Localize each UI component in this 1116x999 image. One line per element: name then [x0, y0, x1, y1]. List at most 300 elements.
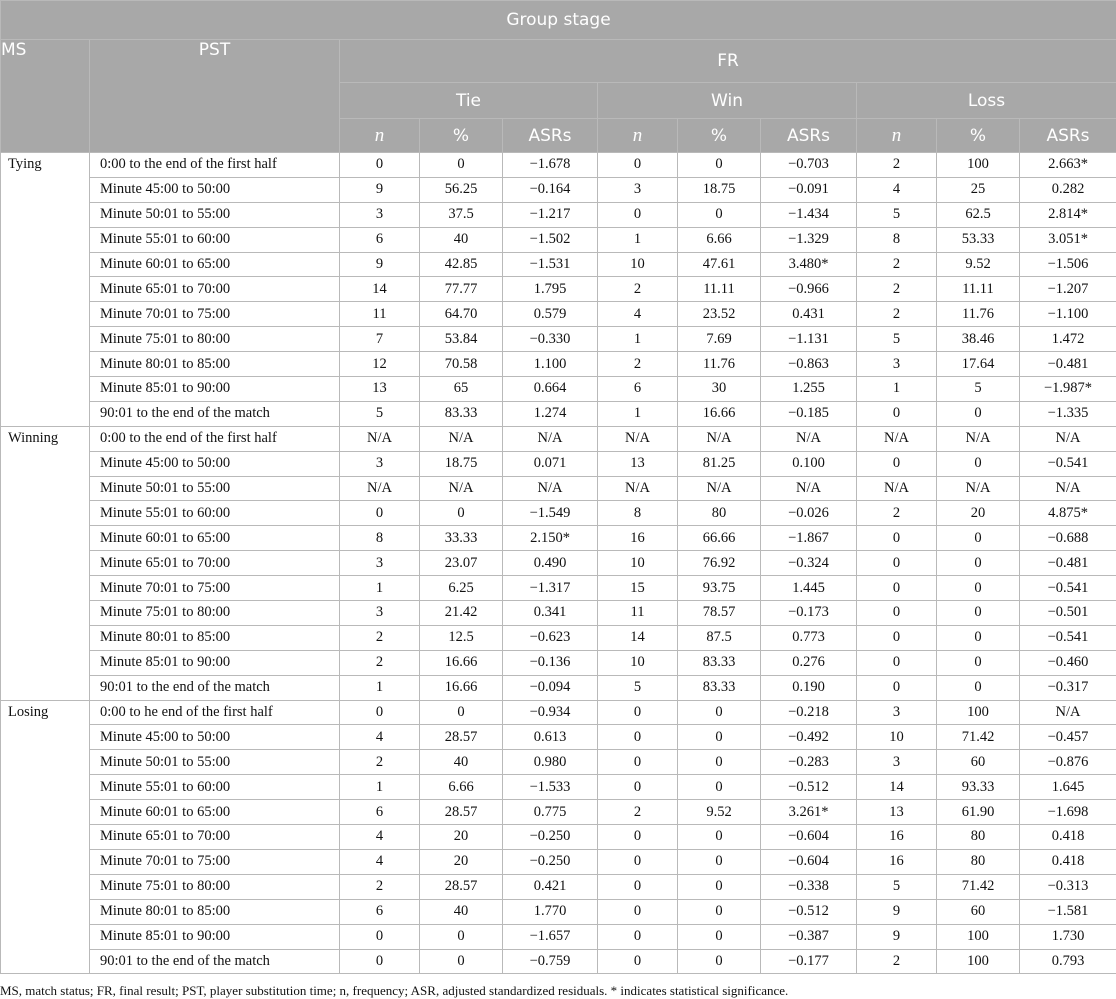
table-row [1, 551, 1116, 576]
tie-header: Tie [340, 83, 598, 119]
value-cell: 0 [420, 924, 503, 949]
value-cell: 28.57 [420, 874, 503, 899]
value-cell: 0 [340, 501, 420, 526]
substitution-time-cell: Minute 75:01 to 80:00 [90, 327, 340, 352]
value-cell: 21.42 [420, 601, 503, 626]
value-cell: N/A [340, 476, 420, 501]
value-cell: 0.773 [761, 625, 857, 650]
value-cell: 3 [857, 750, 937, 775]
value-cell: 1 [598, 227, 678, 252]
value-cell: 1.730 [1020, 924, 1116, 949]
value-cell: 4 [340, 725, 420, 750]
substitution-time-cell: 90:01 to the end of the match [90, 401, 340, 426]
value-cell: −0.934 [503, 700, 598, 725]
table-row [1, 252, 1116, 277]
value-cell: 70.58 [420, 352, 503, 377]
value-cell: 0 [598, 750, 678, 775]
value-cell: 0 [678, 725, 761, 750]
table-title: Group stage [1, 1, 1116, 40]
value-cell: −1.698 [1020, 800, 1116, 825]
table-row [1, 352, 1116, 377]
substitution-time-cell: Minute 75:01 to 80:00 [90, 874, 340, 899]
table-row [1, 775, 1116, 800]
table-row [1, 825, 1116, 850]
substitution-time-cell: Minute 55:01 to 60:00 [90, 227, 340, 252]
value-cell: 3 [340, 451, 420, 476]
value-cell: −0.703 [761, 153, 857, 178]
value-cell: 3 [857, 700, 937, 725]
value-cell: 60 [937, 899, 1020, 924]
substitution-time-cell: Minute 65:01 to 70:00 [90, 825, 340, 850]
value-cell: 77.77 [420, 277, 503, 302]
value-cell: 0 [937, 675, 1020, 700]
value-cell: 83.33 [420, 401, 503, 426]
value-cell: −0.759 [503, 949, 598, 974]
value-cell: −0.966 [761, 277, 857, 302]
value-cell: 9 [857, 924, 937, 949]
value-cell: 20 [420, 849, 503, 874]
value-cell: −0.604 [761, 825, 857, 850]
value-cell: 8 [598, 501, 678, 526]
table-row [1, 476, 1116, 501]
substitution-time-cell: Minute 80:01 to 85:00 [90, 625, 340, 650]
substitution-time-cell: 0:00 to the end of the first half [90, 153, 340, 178]
value-cell: 93.75 [678, 576, 761, 601]
value-cell: 6 [340, 800, 420, 825]
value-cell: 38.46 [937, 327, 1020, 352]
value-cell: 14 [598, 625, 678, 650]
value-cell: 0 [857, 576, 937, 601]
value-cell: 62.5 [937, 202, 1020, 227]
value-cell: 0 [678, 874, 761, 899]
value-cell: 5 [857, 874, 937, 899]
value-cell: 1 [340, 675, 420, 700]
table-row [1, 501, 1116, 526]
value-cell: 0.431 [761, 302, 857, 327]
value-cell: 0 [340, 700, 420, 725]
value-cell: 10 [598, 650, 678, 675]
value-cell: 3.480* [761, 252, 857, 277]
substitution-time-cell: Minute 55:01 to 60:00 [90, 775, 340, 800]
value-cell: 5 [857, 202, 937, 227]
substitution-time-cell: Minute 70:01 to 75:00 [90, 302, 340, 327]
value-cell: 100 [937, 153, 1020, 178]
value-cell: −0.876 [1020, 750, 1116, 775]
table-row [1, 153, 1116, 178]
value-cell: 66.66 [678, 526, 761, 551]
value-cell: 37.5 [420, 202, 503, 227]
value-cell: −0.330 [503, 327, 598, 352]
value-cell: 80 [678, 501, 761, 526]
value-cell: 2 [857, 153, 937, 178]
value-cell: 0.282 [1020, 177, 1116, 202]
value-cell: 0 [420, 700, 503, 725]
value-cell: −0.541 [1020, 576, 1116, 601]
value-cell: N/A [1020, 426, 1116, 451]
value-cell: 5 [857, 327, 937, 352]
value-cell: 9 [857, 899, 937, 924]
table-row [1, 576, 1116, 601]
substitution-time-cell: Minute 70:01 to 75:00 [90, 849, 340, 874]
value-cell: −0.492 [761, 725, 857, 750]
value-cell: 40 [420, 899, 503, 924]
value-cell: 42.85 [420, 252, 503, 277]
value-cell: −1.506 [1020, 252, 1116, 277]
value-cell: 0.980 [503, 750, 598, 775]
value-cell: 56.25 [420, 177, 503, 202]
value-cell: 0 [857, 401, 937, 426]
value-cell: 0 [678, 825, 761, 850]
table-body [1, 153, 1116, 974]
value-cell: 1.645 [1020, 775, 1116, 800]
table-row [1, 675, 1116, 700]
value-cell: 0 [937, 650, 1020, 675]
table-row [1, 800, 1116, 825]
substitution-time-cell: Minute 70:01 to 75:00 [90, 576, 340, 601]
col-percent: % [420, 119, 503, 153]
value-cell: 0 [678, 775, 761, 800]
value-cell: 9.52 [937, 252, 1020, 277]
value-cell: 1.795 [503, 277, 598, 302]
table-row [1, 202, 1116, 227]
value-cell: 2.150* [503, 526, 598, 551]
value-cell: N/A [857, 426, 937, 451]
value-cell: −0.091 [761, 177, 857, 202]
value-cell: N/A [420, 476, 503, 501]
col-asrs: ASRs [761, 119, 857, 153]
value-cell: 6.66 [678, 227, 761, 252]
table-row [1, 601, 1116, 626]
substitution-time-cell: 0:00 to he end of the first half [90, 700, 340, 725]
value-cell: −0.481 [1020, 352, 1116, 377]
value-cell: 7.69 [678, 327, 761, 352]
value-cell: 0.775 [503, 800, 598, 825]
value-cell: 23.07 [420, 551, 503, 576]
value-cell: −1.678 [503, 153, 598, 178]
substitution-time-cell: 90:01 to the end of the match [90, 949, 340, 974]
substitution-time-cell: 0:00 to the end of the first half [90, 426, 340, 451]
value-cell: 0 [678, 899, 761, 924]
value-cell: 80 [937, 849, 1020, 874]
value-cell: −1.581 [1020, 899, 1116, 924]
value-cell: 0 [678, 750, 761, 775]
value-cell: 14 [857, 775, 937, 800]
value-cell: 100 [937, 924, 1020, 949]
value-cell: 2 [340, 874, 420, 899]
substitution-time-cell: Minute 85:01 to 90:00 [90, 377, 340, 402]
value-cell: N/A [678, 476, 761, 501]
table-row [1, 277, 1116, 302]
substitution-time-cell: Minute 80:01 to 85:00 [90, 899, 340, 924]
value-cell: −0.250 [503, 849, 598, 874]
loss-header: Loss [857, 83, 1116, 119]
value-cell: −1.987* [1020, 377, 1116, 402]
value-cell: 11 [598, 601, 678, 626]
value-cell: −0.164 [503, 177, 598, 202]
value-cell: −0.177 [761, 949, 857, 974]
value-cell: 10 [857, 725, 937, 750]
value-cell: 33.33 [420, 526, 503, 551]
value-cell: −0.460 [1020, 650, 1116, 675]
substitution-time-cell: Minute 80:01 to 85:00 [90, 352, 340, 377]
value-cell: 76.92 [678, 551, 761, 576]
value-cell: 3.051* [1020, 227, 1116, 252]
value-cell: 4 [598, 302, 678, 327]
value-cell: 11.76 [678, 352, 761, 377]
fr-header: FR [340, 40, 1116, 83]
table-row [1, 327, 1116, 352]
value-cell: −0.250 [503, 825, 598, 850]
value-cell: N/A [503, 426, 598, 451]
value-cell: −0.604 [761, 849, 857, 874]
value-cell: 1 [340, 775, 420, 800]
table-row [1, 401, 1116, 426]
value-cell: 28.57 [420, 725, 503, 750]
table-row [1, 874, 1116, 899]
value-cell: 0.664 [503, 377, 598, 402]
value-cell: 83.33 [678, 675, 761, 700]
value-cell: 0 [598, 899, 678, 924]
value-cell: −0.283 [761, 750, 857, 775]
value-cell: −1.317 [503, 576, 598, 601]
value-cell: 3 [857, 352, 937, 377]
ms-header: MS [1, 40, 90, 153]
value-cell: 0 [857, 551, 937, 576]
value-cell: 3 [340, 551, 420, 576]
value-cell: 53.84 [420, 327, 503, 352]
table-row [1, 526, 1116, 551]
value-cell: −0.688 [1020, 526, 1116, 551]
value-cell: 0 [678, 849, 761, 874]
substitution-time-cell: Minute 45:00 to 50:00 [90, 177, 340, 202]
value-cell: −0.512 [761, 899, 857, 924]
table-row [1, 302, 1116, 327]
value-cell: 0 [857, 625, 937, 650]
value-cell: 2 [857, 302, 937, 327]
substitution-time-cell: Minute 55:01 to 60:00 [90, 501, 340, 526]
substitution-time-cell: Minute 60:01 to 65:00 [90, 526, 340, 551]
value-cell: −0.623 [503, 625, 598, 650]
value-cell: 0 [598, 849, 678, 874]
table-row [1, 899, 1116, 924]
col-asrs: ASRs [503, 119, 598, 153]
value-cell: 15 [598, 576, 678, 601]
value-cell: N/A [598, 476, 678, 501]
value-cell: 0 [598, 202, 678, 227]
value-cell: −0.863 [761, 352, 857, 377]
value-cell: N/A [503, 476, 598, 501]
value-cell: 8 [340, 526, 420, 551]
value-cell: 0.276 [761, 650, 857, 675]
value-cell: N/A [340, 426, 420, 451]
value-cell: 64.70 [420, 302, 503, 327]
value-cell: 0 [857, 675, 937, 700]
value-cell: 17.64 [937, 352, 1020, 377]
table-row [1, 849, 1116, 874]
value-cell: 0 [857, 601, 937, 626]
value-cell: 71.42 [937, 874, 1020, 899]
value-cell: −1.207 [1020, 277, 1116, 302]
substitution-time-cell: Minute 50:01 to 55:00 [90, 202, 340, 227]
value-cell: 9 [340, 177, 420, 202]
value-cell: 0 [937, 625, 1020, 650]
value-cell: 10 [598, 551, 678, 576]
value-cell: 0 [857, 650, 937, 675]
value-cell: −0.094 [503, 675, 598, 700]
table-row [1, 650, 1116, 675]
value-cell: 0.100 [761, 451, 857, 476]
value-cell: 2.663* [1020, 153, 1116, 178]
value-cell: 0 [598, 825, 678, 850]
col-n: n [857, 119, 937, 153]
value-cell: 0.190 [761, 675, 857, 700]
value-cell: N/A [598, 426, 678, 451]
value-cell: 11 [340, 302, 420, 327]
value-cell: 0 [598, 725, 678, 750]
win-header: Win [598, 83, 857, 119]
table-row [1, 625, 1116, 650]
value-cell: 6.25 [420, 576, 503, 601]
value-cell: −0.387 [761, 924, 857, 949]
match-status-label: Winning [1, 426, 90, 700]
table-row [1, 451, 1116, 476]
value-cell: 7 [340, 327, 420, 352]
value-cell: 3 [598, 177, 678, 202]
table-row [1, 949, 1116, 974]
substitution-time-cell: 90:01 to the end of the match [90, 675, 340, 700]
value-cell: −1.329 [761, 227, 857, 252]
value-cell: 5 [937, 377, 1020, 402]
value-cell: 11.11 [937, 277, 1020, 302]
value-cell: 1.100 [503, 352, 598, 377]
value-cell: N/A [857, 476, 937, 501]
value-cell: 28.57 [420, 800, 503, 825]
value-cell: 0 [937, 576, 1020, 601]
value-cell: 2 [598, 352, 678, 377]
value-cell: 1.274 [503, 401, 598, 426]
value-cell: 0.579 [503, 302, 598, 327]
value-cell: 18.75 [678, 177, 761, 202]
value-cell: 9 [340, 252, 420, 277]
col-n: n [340, 119, 420, 153]
value-cell: 6.66 [420, 775, 503, 800]
value-cell: 40 [420, 227, 503, 252]
value-cell: 13 [598, 451, 678, 476]
value-cell: 16 [857, 849, 937, 874]
value-cell: 4 [340, 825, 420, 850]
value-cell: 16.66 [420, 650, 503, 675]
value-cell: 0 [937, 401, 1020, 426]
table-row [1, 924, 1116, 949]
value-cell: 3 [340, 601, 420, 626]
value-cell: 1.445 [761, 576, 857, 601]
substitution-time-cell: Minute 50:01 to 55:00 [90, 476, 340, 501]
value-cell: 0.071 [503, 451, 598, 476]
value-cell: 100 [937, 949, 1020, 974]
value-cell: N/A [1020, 700, 1116, 725]
value-cell: 0 [678, 924, 761, 949]
value-cell: 0 [598, 924, 678, 949]
value-cell: −1.434 [761, 202, 857, 227]
value-cell: 6 [340, 227, 420, 252]
table-row [1, 426, 1116, 451]
value-cell: 2 [598, 277, 678, 302]
value-cell: 16.66 [678, 401, 761, 426]
value-cell: N/A [937, 476, 1020, 501]
value-cell: 0 [598, 775, 678, 800]
value-cell: 0 [857, 526, 937, 551]
substitution-time-cell: Minute 45:00 to 50:00 [90, 451, 340, 476]
value-cell: −0.324 [761, 551, 857, 576]
value-cell: 2 [598, 800, 678, 825]
substitution-time-cell: Minute 45:00 to 50:00 [90, 725, 340, 750]
table-row [1, 227, 1116, 252]
value-cell: −0.457 [1020, 725, 1116, 750]
value-cell: 4 [857, 177, 937, 202]
value-cell: 0 [937, 551, 1020, 576]
substitution-time-cell: Minute 65:01 to 70:00 [90, 551, 340, 576]
value-cell: −1.100 [1020, 302, 1116, 327]
value-cell: 2 [857, 277, 937, 302]
value-cell: 0 [420, 949, 503, 974]
value-cell: 16 [857, 825, 937, 850]
value-cell: 0 [598, 153, 678, 178]
value-cell: 0 [678, 700, 761, 725]
substitution-time-cell: Minute 75:01 to 80:00 [90, 601, 340, 626]
value-cell: 71.42 [937, 725, 1020, 750]
value-cell: 6 [340, 899, 420, 924]
value-cell: 0 [678, 202, 761, 227]
value-cell: 1.770 [503, 899, 598, 924]
value-cell: 20 [420, 825, 503, 850]
value-cell: 1 [857, 377, 937, 402]
value-cell: 0 [937, 451, 1020, 476]
value-cell: 53.33 [937, 227, 1020, 252]
value-cell: 83.33 [678, 650, 761, 675]
value-cell: N/A [420, 426, 503, 451]
value-cell: 1 [340, 576, 420, 601]
value-cell: 47.61 [678, 252, 761, 277]
value-cell: −1.549 [503, 501, 598, 526]
substitution-time-cell: Minute 85:01 to 90:00 [90, 924, 340, 949]
value-cell: 0.418 [1020, 825, 1116, 850]
col-percent: % [678, 119, 761, 153]
value-cell: −0.136 [503, 650, 598, 675]
value-cell: 12.5 [420, 625, 503, 650]
footnote: MS, match status; FR, final result; PST, player substitution time; n, frequency; ASR, adjusted standardized residuals. * indicates statistical significance. [0, 983, 789, 998]
substitution-time-cell: Minute 85:01 to 90:00 [90, 650, 340, 675]
value-cell: 16.66 [420, 675, 503, 700]
value-cell: 12 [340, 352, 420, 377]
value-cell: 14 [340, 277, 420, 302]
value-cell: 2 [340, 625, 420, 650]
col-asrs: ASRs [1020, 119, 1116, 153]
value-cell: −1.217 [503, 202, 598, 227]
value-cell: 10 [598, 252, 678, 277]
value-cell: −1.502 [503, 227, 598, 252]
value-cell: −1.657 [503, 924, 598, 949]
value-cell: N/A [678, 426, 761, 451]
value-cell: 80 [937, 825, 1020, 850]
col-percent: % [937, 119, 1020, 153]
value-cell: 16 [598, 526, 678, 551]
table-row [1, 177, 1116, 202]
value-cell: 5 [340, 401, 420, 426]
value-cell: −0.501 [1020, 601, 1116, 626]
value-cell: 87.5 [678, 625, 761, 650]
value-cell: 20 [937, 501, 1020, 526]
value-cell: 4.875* [1020, 501, 1116, 526]
